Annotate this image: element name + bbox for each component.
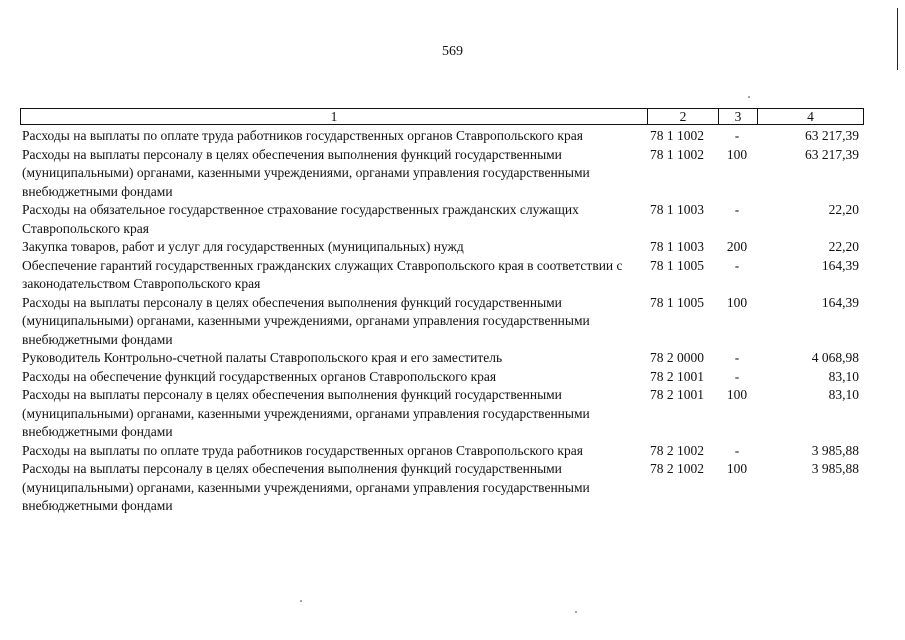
row-code: 78 1 1003: [650, 239, 704, 254]
header-cell-1: 1: [20, 108, 648, 125]
table-row: [0, 460, 905, 516]
row-amount: 4 068,98: [811, 350, 859, 365]
row-code: 78 1 1005: [650, 294, 704, 310]
row-type: 200: [726, 239, 748, 254]
row-amount: 83,10: [828, 368, 859, 384]
row-amount: 22,20: [828, 239, 859, 254]
row-name: Расходы на выплаты по оплате труда работников государственных органов Ставропольского края: [22, 128, 583, 143]
row-type: 100: [726, 146, 748, 162]
margin-rule: [897, 8, 898, 70]
row-name: Расходы на обязательное государственное страхование государственных гражданских служащих Ставропольского края: [22, 202, 579, 236]
row-name: Руководитель Контрольно-счетной палаты Ставропольского края и его заместитель: [22, 350, 503, 365]
row-code: 78 1 1005: [650, 257, 704, 273]
row-type: -: [734, 350, 740, 365]
row-type: 100: [726, 294, 748, 310]
row-type: 100: [726, 387, 748, 402]
scan-speck: [575, 611, 577, 613]
row-amount: 3 985,88: [811, 442, 859, 458]
row-name: Расходы на выплаты персоналу в целях обеспечения выполнения функций государственными (муниципальными) органами, казенными учреждениями, органами управления государственными внебюджетными фондами: [22, 146, 590, 199]
scan-speck: [300, 600, 302, 602]
row-name: Расходы на выплаты персоналу в целях обеспечения выполнения функций государственными (муниципальными) органами, казенными учреждениями, органами управления государственными внебюджетными фондами: [22, 294, 590, 347]
row-code: 78 2 1001: [650, 368, 704, 384]
row-code: 78 2 1002: [650, 442, 704, 458]
table-row: [0, 386, 905, 442]
header-cell-4: 4: [757, 108, 864, 125]
row-name: Расходы на выплаты персоналу в целях обеспечения выполнения функций государственными (муниципальными) органами, казенными учреждениями, органами управления государственными внебюджетными фондами: [22, 461, 590, 513]
row-code: 78 2 1001: [650, 387, 704, 402]
table-row: [0, 294, 905, 350]
table-row: [0, 368, 905, 387]
row-type: 100: [726, 461, 748, 476]
table-row: [0, 442, 905, 461]
header-cell-3: 3: [718, 108, 758, 125]
row-type: -: [734, 368, 740, 384]
row-code: 78 2 1002: [650, 461, 704, 476]
scan-speck: [748, 96, 750, 98]
row-amount: 3 985,88: [811, 461, 859, 476]
table-row: [0, 238, 905, 257]
row-amount: 63 217,39: [805, 146, 859, 162]
row-code: 78 1 1002: [650, 146, 704, 162]
table-row: [0, 201, 905, 238]
row-code: 78 1 1003: [650, 202, 704, 217]
row-name: Закупка товаров, работ и услуг для государственных (муниципальных) нужд: [22, 239, 464, 254]
header-cell-2: 2: [647, 108, 719, 125]
row-amount: 22,20: [828, 202, 859, 217]
table-row: [0, 349, 905, 368]
row-name: Расходы на выплаты по оплате труда работников государственных органов Ставропольского края: [22, 442, 583, 458]
row-amount: 83,10: [828, 387, 859, 402]
row-name: Расходы на выплаты персоналу в целях обеспечения выполнения функций государственными (муниципальными) органами, казенными учреждениями, органами управления государственными внебюджетными фондами: [22, 387, 590, 439]
table-body: [0, 127, 905, 516]
row-type: -: [734, 442, 740, 458]
row-amount: 164,39: [821, 257, 859, 273]
table-row: [0, 257, 905, 294]
row-type: -: [734, 257, 740, 273]
row-name: Расходы на обеспечение функций государственных органов Ставропольского края: [22, 368, 497, 384]
row-type: -: [734, 128, 740, 143]
row-amount: 63 217,39: [805, 128, 859, 143]
row-name: Обеспечение гарантий государственных гражданских служащих Ставропольского края в соответствии с законодательством Ставропольского края: [22, 257, 623, 291]
row-code: 78 1 1002: [650, 128, 704, 143]
row-amount: 164,39: [821, 294, 859, 310]
table-row: [0, 146, 905, 202]
row-code: 78 2 0000: [650, 350, 704, 365]
table-row: [0, 127, 905, 146]
row-type: -: [734, 202, 740, 217]
page-number: 569: [442, 44, 463, 59]
